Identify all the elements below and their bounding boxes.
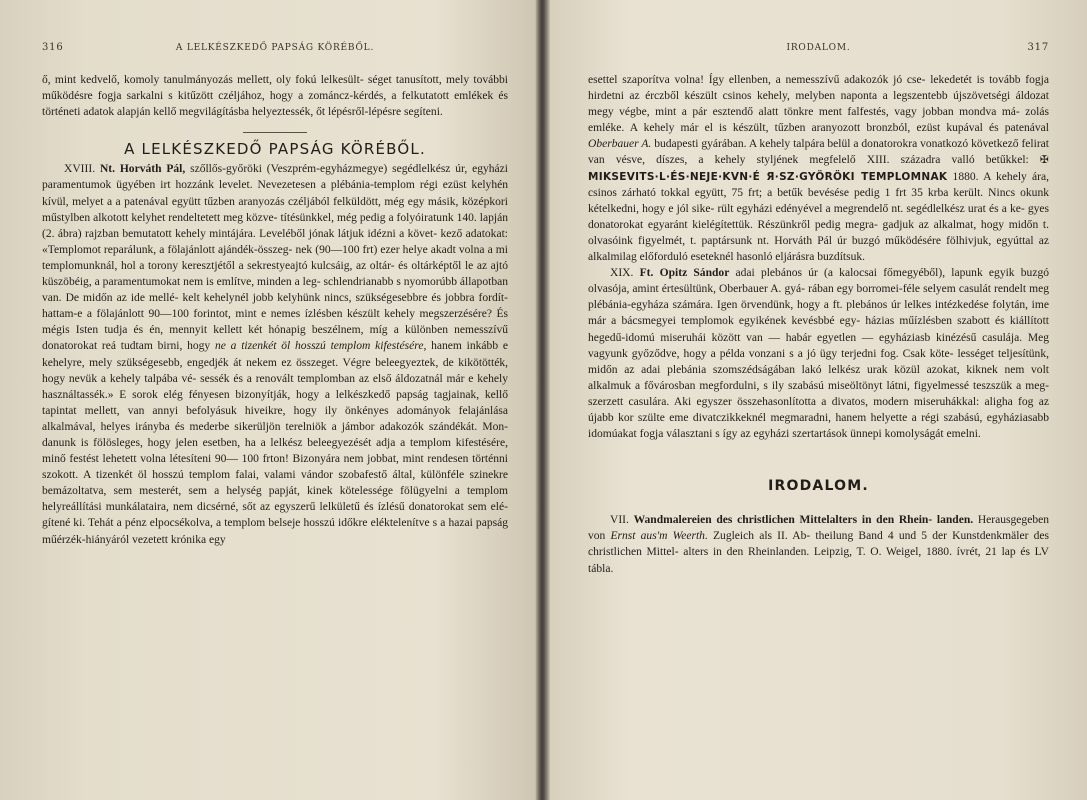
entry-text-a: Herausgegeben von — [588, 514, 1049, 543]
author-name: Nt. Horváth Pál, — [99, 163, 186, 176]
continuation-text: esettel szaporítva volna! Így ellenben, a nemesszívű adakozók jó cse- lekedetét is tovább fogja hirdetni az érczből készült csinos kehely, melyben naponta a legszentebb újszövetségi áldozat megy végbe, mint a pár esztendő alatt tönkre ment falfestés, vagy jobban mondva má- zolás emléke. A kehely már el is készült, tűzben aranyozott bronzból, ezüst kupával és patenával — [588, 74, 1049, 135]
spacer — [588, 442, 1049, 478]
page-number-left: 316 — [42, 42, 64, 53]
book-author: Ernst aus'm Weerth. — [610, 530, 708, 543]
left-page — [0, 0, 538, 800]
inscription-year: 1880. — [947, 170, 979, 183]
maker-name: Oberbauer A. — [588, 138, 652, 151]
article-number: XIX. — [610, 267, 634, 280]
section-title-right: IRODALOM. — [768, 478, 869, 495]
chalice-inscription: ✠ MIKSEVITS·L·ÉS·NEJE·KVN·É Я·SZ·GYÖRÖKI TEMPLOMNAK — [588, 154, 1049, 183]
article-text: adai plebános úr (a kalocsai főmegyéből), lapunk egyik buzgó olvasója, amint értesültünk, Oberbauer A. gyá- rában egy borromei-féle selyem casulát rendelt meg plébánia-egyháza számára. Igen örvendünk, hogy a ft. plebános úr lelkes intézkedése folytán, ime már a bácsmegyei templomok egyikének kevésbbé egy- házias műízlésben szabott és kiállított hegedű-idomú miseruhái között van — habár egyetlen — egyháziasb kinézésű casulája. Meg vagyunk győződve, hogy a példa vonzani s a jó ügy terjedni fog. Csak köte- lességet teljesítünk, midőn az adai plebánia szomszédságában lakó lelkész urak közül azokat, kiknek nem volt alkalmuk a fővárosban megfordulni, s ily szabású miseöltönyt látni, figyelmessé teszszük a meg- szerzett casulára. Aki egyszer összehasonlította a divatos, modern miseruhákkal: aligha fog az újabb kor szülte eme divatczikkeknél megmaradni, hanem helyette a régi szabású, egyháziasabb idomúakat fogja választani s így az egyházi szertartások ünnepi komolyságát emelni. — [588, 267, 1049, 441]
running-head-right: IRODALOM. — [786, 43, 851, 53]
intro-paragraph: ő, mint kedvelő, komoly tanulmányozás mellett, oly fokú lelkesült- séget tanusított, mely további működésre fogja sarkalni s kitűzött czéljához, hogy a zománcz-kérdés, a felkutatott emlékek és történeti adatok alapján kellő megvilágításba helyeztessék, őt lépésről-lépésre segíteni. — [42, 74, 508, 119]
left-page-body — [42, 72, 508, 548]
article-xviii — [42, 161, 508, 547]
page-number-right: 317 — [1027, 42, 1049, 53]
continuation-text-b: budapesti gyárában. A kehely talpára belül a donatorokra vonatkozó következő felirat van vésve, díszes, a kehely styljének megfelelő XIII. századra valló betűkkel: — [588, 138, 1050, 167]
right-page-header — [588, 42, 1049, 72]
author-name: Ft. Opitz Sándor — [639, 267, 730, 280]
running-head-left: A LELKÉSZKEDŐ PAPSÁG KÖRÉBŐL. — [175, 43, 375, 53]
right-page-body — [588, 72, 1049, 577]
literature-entry — [588, 512, 1049, 576]
article-text-b: hanem inkább e kehelyre, mely szükségesebb, engedjék át nekem ez összeget. Végre beleegyeztek, de kikötötték, hogy nevük a kehely talpába vé- sessék és a renovált templomban az első áldozatnál már e kehely használtassék.» E sorok elég fényesen bizonyítják, hogy a lelkészkedő papság tagjainak, kellő tapintat mellett, van annyi befolyásuk hiveikre, hogy ily önkényes adományok felajánlása alkalmával, helyes irányba és mederbe sikerüljön terelniök a jámbor adakozók szándékát. Mon- danunk is fölösleges, hogy jelen esetben, ha a lelkész beleegyezését adja a templom kifestésére, minő festést lehetett volna létesíteni 90— 100 frton! Bizonyára nem jobbat, mint rendesen történni szokott. A tizenkét öl hosszú templom falai, valami vándor szobafestő által, különféle szinekre bemázoltatva, sem mesterét, sem a helység papját, kinek kötelessége fölügyelni a templom helyreállítási munkálataira, nem dicsérné, sőt az egyszerű lelkületű és ízlésű donatorokat sem elé- gítené ki. Tehát a pénz elpocsékolva, a templom belseje hosszú időkre eléktelenítve s a hazai papság műérzék-hiányáról vezetett krónika egy — [42, 340, 509, 546]
right-page — [548, 0, 1087, 800]
continuation-text-c: A kehely ára, csinos zárható tokkal együtt, 75 frt; a betűk bevésése pedig 1 frt 35 krba került. Nincs okunk kételkedni, hogy e jól sike- rült egyházi edényével a megrendelő nt. segédlelkész urat és a ke- gyes donatorokat egyaránt kielégítettük. Részünkről pedig megra- gadjuk az alkalmat, hogy midőn t. olvasóink figyelmét, t. paptársunk nt. Horváth Pál úr buzgó működésére fölhivjuk, egyúttal az alkalmilag előforduló eseteknél hasonló eljárásra buzdítsuk. — [588, 170, 1050, 264]
article-xix — [588, 265, 1049, 442]
left-page-header — [42, 42, 508, 72]
section-divider — [243, 132, 307, 133]
entry-number: VII. — [610, 514, 629, 527]
article-text-a: szőllős-győröki (Veszprém-egyházmegye) segédlelkész úr, egyházi paramentumok ügyében irt hozzánk levelet. Nevezetesen a plébánia-templom régi ezüst kelyhén kívül, melyet a a patenával együtt tűzben aranyozás czéljából felküldött, még egy másik, középkori műstylben alkotott kelyhet rendeltetett meg közve- títésünkkel, még pedig a folyóiratunk 140. lapján (2. ábra) rajzban bemutatott kehely mintájára. Leveléből jónak látjuk idézni a követ- kező adatokat: «Templomot reparálunk, a fölajánlott ajándék-összeg- nek (90—100 frt) ezer helye akadt volna a mi templomunknál, hol a torony keresztjétől a sekrestyeajtó kulcsáig, az oltár- és oltárképtől le az ajtó küszöbéig, a paramentumokat nem is említve, minden a leg- schlendrianabb s nyomorúbb állapotban van. De midőn az ide mellé- kelt kehelynél jobb kelyhünk nincs, szükségesebbre és jobbra fordít- hattam-e a fölajánlott 90—100 forintot, mint e nemes ízlésben készült kehely megszerzésére? És mégis Isten tudja és én, mennyit kellett két hónapig beszélnem, míg a különben nemesszívű donatorokat reá tudtam birni, hogy — [42, 163, 509, 353]
article-number: XVIII. — [64, 163, 96, 176]
continuation-paragraph — [588, 72, 1049, 265]
article-italic: ne a tizenkét öl hosszú templom kifestésére, — [215, 340, 427, 353]
section-title-left: A LELKÉSZKEDŐ PAPSÁG KÖRÉBŐL. — [124, 140, 426, 159]
book-title: Wandmalereien des christlichen Mittelalters in den Rhein- landen. — [633, 514, 974, 527]
entry-text-b: Zugleich als II. Ab- theilung Band 4 und 5 der Kunstdenkmäler des christlichen Mittel- alters in den Rheinlanden. Leipzig, T. O. Weigel, 1880. ívrét, 21 lap és LV tábla. — [588, 530, 1049, 575]
